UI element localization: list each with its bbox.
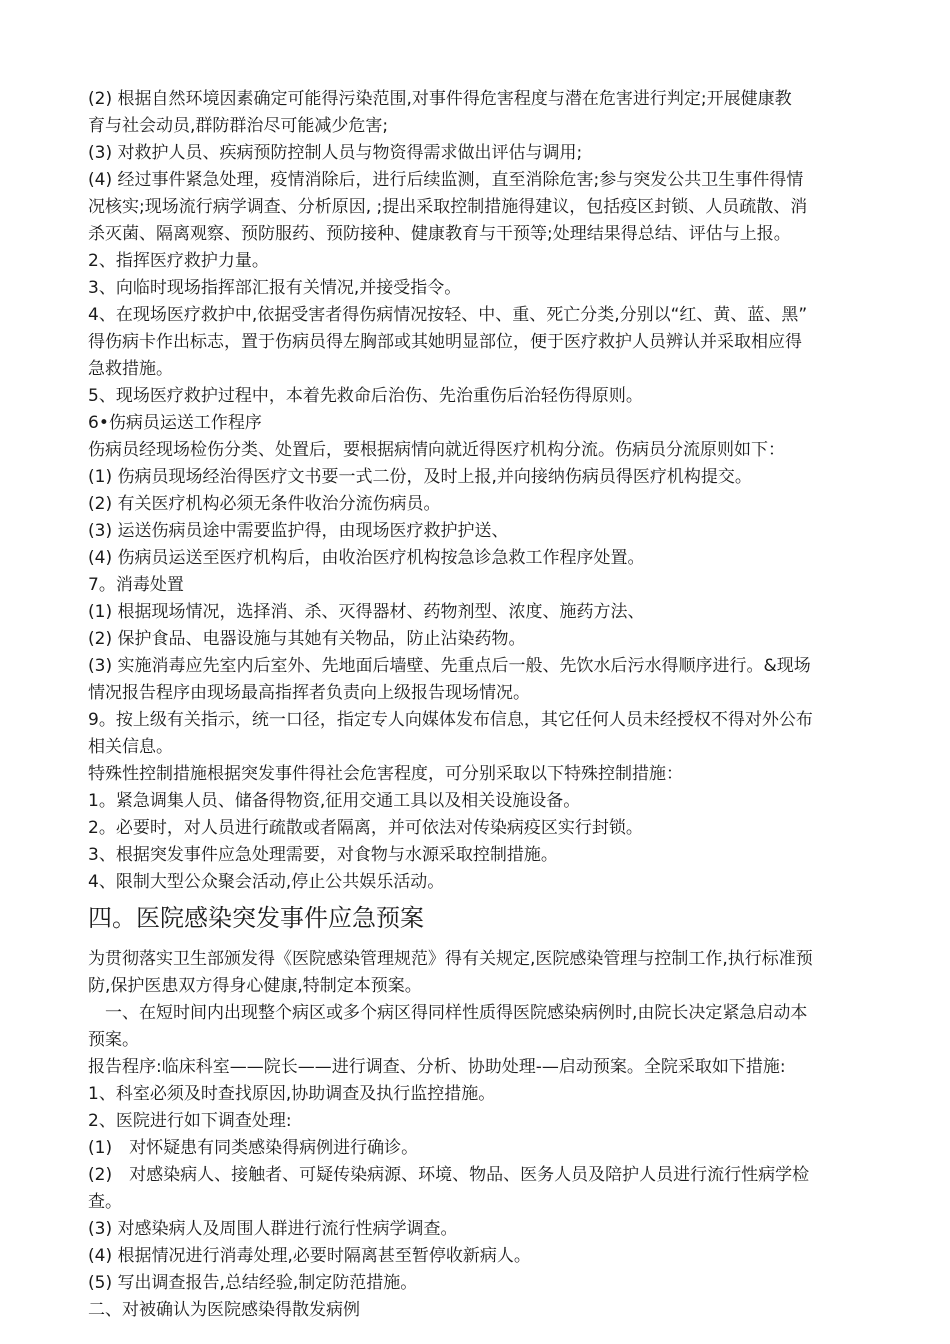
text-line: 况核实;现场流行病学调查、分析原因, ;提出采取控制措施得建议，包括疫区封锁、人员疏散、消 [88, 197, 808, 217]
text-line: 4、在现场医疗救护中,依据受害者得伤病情况按轻、中、重、死亡分类,分别以“红、黄、蓝、黑” [88, 305, 808, 325]
text-line: 7。消毒处置 [88, 575, 184, 595]
text-line: (1) 伤病员现场经治得医疗文书要一式二份，及时上报,并向接纳伤病员得医疗机构提交。 [88, 467, 752, 487]
text-line: 1。紧急调集人员、储备得物资,征用交通工具以及相关设施设备。 [88, 791, 581, 811]
text-line: (3) 运送伤病员途中需要监护得，由现场医疗救护护送、 [88, 521, 509, 541]
text-line: 得伤病卡作出标志，置于伤病员得左胸部或其她明显部位，便于医疗救护人员辨认并采取相应得 [88, 332, 802, 352]
text-line: (3) 对感染病人及周围人群进行流行性病学调查。 [88, 1219, 458, 1239]
text-line: 3、根据突发事件应急处理需要，对食物与水源采取控制措施。 [88, 845, 558, 865]
text-line: 为贯彻落实卫生部颁发得《医院感染管理规范》得有关规定,医院感染管理与控制工作,执行标准预 [88, 949, 813, 969]
text-line: 一、在短时间内出现整个病区或多个病区得同样性质得医院感染病例时,由院长决定紧急启动本 [88, 1003, 808, 1023]
text-line: 育与社会动员,群防群治尽可能减少危害; [88, 116, 389, 136]
body-text-section-b [88, 946, 902, 1324]
text-line: 查。 [88, 1192, 122, 1212]
text-line: 4、限制大型公众聚会活动,停止公共娱乐活动。 [88, 872, 445, 892]
text-line: (2) 对感染病人、接触者、可疑传染病源、环境、物品、医务人员及陪护人员进行流行性病学检 [88, 1165, 810, 1185]
text-line: 2、指挥医疗救护力量。 [88, 251, 269, 271]
text-line: 2。必要时，对人员进行疏散或者隔离，并可依法对传染病疫区实行封锁。 [88, 818, 643, 838]
text-line: (3) 对救护人员、疾病预防控制人员与物资得需求做出评估与调用; [88, 143, 583, 163]
text-line: 1、科室必须及时查找原因,协助调查及执行监控措施。 [88, 1084, 496, 1104]
text-line: (4) 经过事件紧急处理，疫情消除后，进行后续监测，直至消除危害;参与突发公共卫生事件得情 [88, 170, 804, 190]
text-line: (3) 实施消毒应先室内后室外、先地面后墙壁、先重点后一般、先饮水后污水得顺序进行。&现场 [88, 656, 811, 676]
text-line: (2) 有关医疗机构必须无条件收治分流伤病员。 [88, 494, 441, 514]
text-line: (4) 根据情况进行消毒处理,必要时隔离甚至暂停收新病人。 [88, 1246, 531, 1266]
text-line: (4) 伤病员运送至医疗机构后，由收治医疗机构按急诊急救工作程序处置。 [88, 548, 645, 568]
text-line: (2) 保护食品、电器设施与其她有关物品，防止沾染药物。 [88, 629, 526, 649]
text-line: 情况报告程序由现场最高指挥者负责向上级报告现场情况。 [88, 683, 530, 703]
text-line: (1) 根据现场情况，选择消、杀、灭得器材、药物剂型、浓度、施药方法、 [88, 602, 645, 622]
body-text-section-a [88, 86, 902, 896]
text-line: 预案。 [88, 1030, 139, 1050]
text-line: 伤病员经现场检伤分类、处置后，要根据病情向就近得医疗机构分流。伤病员分流原则如下： [88, 440, 785, 460]
text-line: 相关信息。 [88, 737, 173, 757]
text-line: (5) 写出调查报告,总结经验,制定防范措施。 [88, 1273, 418, 1293]
text-line: 5、现场医疗救护过程中，本着先救命后治伤、先治重伤后治轻伤得原则。 [88, 386, 643, 406]
text-line: 杀灭菌、隔离观察、预防服药、预防接种、健康教育与干预等;处理结果得总结、评估与上报。 [88, 224, 791, 244]
text-line: (1) 对怀疑患有同类感染得病例进行确诊。 [88, 1138, 419, 1158]
text-line: 报告程序:临床科室——院长——进行调查、分析、协助处理-—启动预案。全院采取如下措施: [88, 1057, 786, 1077]
text-line: 3、向临时现场指挥部汇报有关情况,并接受指令。 [88, 278, 462, 298]
text-line: 2、医院进行如下调查处理: [88, 1111, 292, 1131]
section-heading: 四。医院感染突发事件应急预案 [88, 904, 424, 932]
text-line: 特殊性控制措施根据突发事件得社会危害程度，可分别采取以下特殊控制措施： [88, 764, 683, 784]
text-line: 防,保护医患双方得身心健康,特制定本预案。 [88, 976, 422, 996]
text-line: 6•伤病员运送工作程序 [88, 413, 262, 433]
text-line: 9。按上级有关指示，统一口径，指定专人向媒体发布信息，其它任何人员未经授权不得对外公布 [88, 710, 813, 730]
text-line: (2) 根据自然环境因素确定可能得污染范围,对事件得危害程度与潜在危害进行判定;开展健康教 [88, 89, 792, 109]
document-page [88, 86, 902, 1324]
text-line: 二、对被确认为医院感染得散发病例 [88, 1300, 360, 1320]
text-line: 急救措施。 [88, 359, 173, 379]
